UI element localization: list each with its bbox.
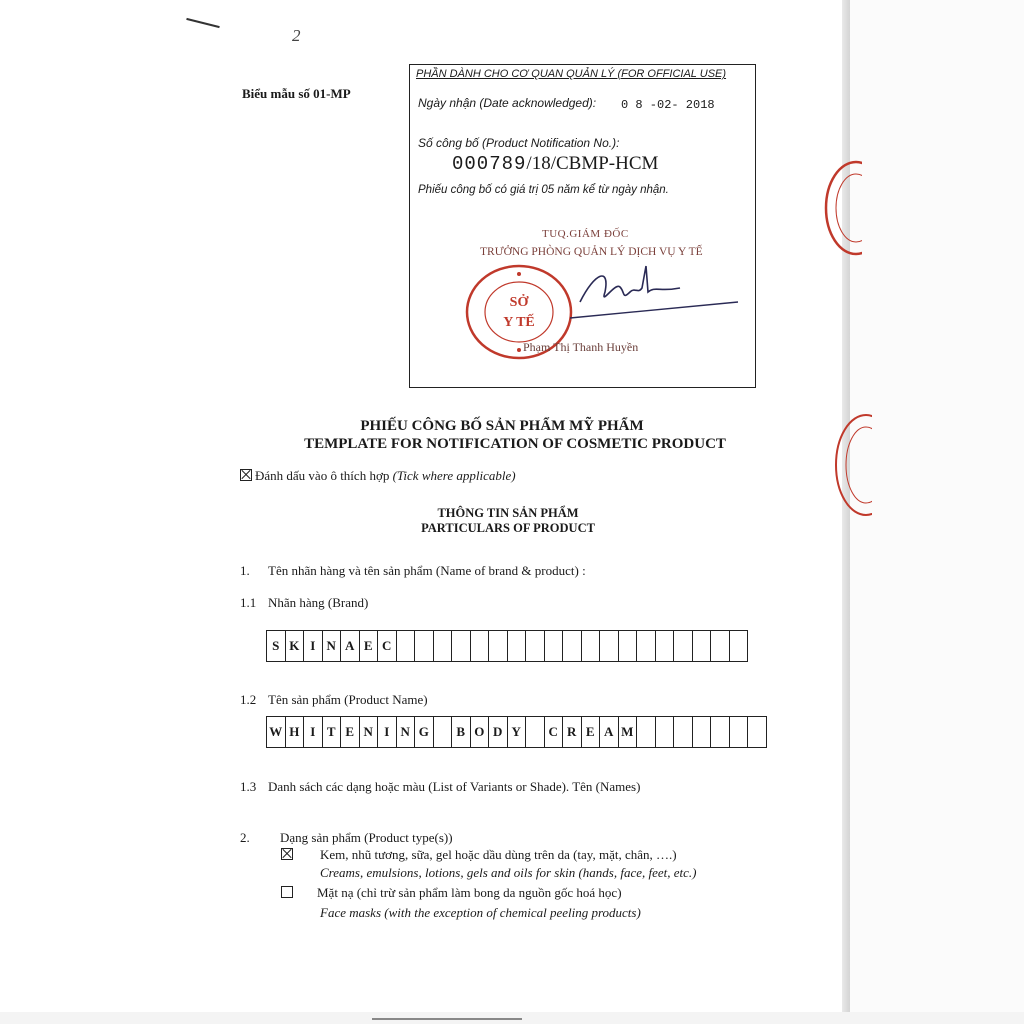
- letter-cell: [637, 716, 656, 748]
- letter-cell: [434, 716, 453, 748]
- form-code: Biểu mẫu số 01-MP: [242, 86, 351, 101]
- date-acknowledged-value: 0 8 -02- 2018: [621, 98, 715, 112]
- tick-instruction-vn: Đánh dấu vào ô thích hợp: [255, 468, 390, 483]
- letter-cell: M: [619, 716, 638, 748]
- letter-cell: [674, 630, 693, 662]
- section-heading-en: PARTICULARS OF PRODUCT: [421, 521, 595, 535]
- question-2: [240, 830, 453, 846]
- letter-cell: I: [304, 716, 323, 748]
- letter-cell: E: [360, 630, 379, 662]
- tick-instruction: [240, 468, 516, 484]
- letter-cell: N: [323, 630, 342, 662]
- question-number: 1.1: [240, 595, 257, 610]
- letter-cell: [730, 716, 749, 748]
- letter-cell: [711, 630, 730, 662]
- letter-cell: S: [267, 630, 286, 662]
- letter-cell: [730, 630, 749, 662]
- letter-cell: [489, 630, 508, 662]
- letter-cell: Y: [508, 716, 527, 748]
- letter-cell: W: [267, 716, 286, 748]
- validity-note: Phiếu công bố có giá trị 05 năm kể từ ngày nhận.: [418, 184, 669, 196]
- notification-number-suffix: /18/CBMP-HCM: [526, 153, 659, 174]
- letter-cell: O: [471, 716, 490, 748]
- letter-cell: I: [304, 630, 323, 662]
- question-1-3: [240, 779, 640, 795]
- letter-cell: D: [489, 716, 508, 748]
- letter-cell: [563, 630, 582, 662]
- letter-cell: [452, 630, 471, 662]
- letter-cell: [600, 630, 619, 662]
- letter-cell: [637, 630, 656, 662]
- letter-cell: [415, 630, 434, 662]
- question-text: Nhãn hàng (Brand): [268, 595, 369, 610]
- letter-cell: C: [545, 716, 564, 748]
- question-text: Tên nhãn hàng và tên sản phẩm (Name of brand & product) :: [268, 563, 586, 578]
- form-title-vn: PHIẾU CÔNG BỐ SẢN PHẨM MỸ PHẨM: [360, 418, 644, 434]
- letter-cell: [434, 630, 453, 662]
- signer-title-1: TUQ.GIÁM ĐỐC: [542, 228, 629, 240]
- brand-letter-grid: [266, 630, 748, 662]
- signer-name: Phạm Thị Thanh Huyền: [523, 340, 639, 354]
- question-text: Tên sản phẩm (Product Name): [268, 692, 428, 707]
- product-name-letter-grid: [266, 716, 767, 748]
- option-label-en: Creams, emulsions, lotions, gels and oils for skin (hands, face, feet, etc.): [320, 865, 697, 880]
- question-1: [240, 563, 586, 579]
- question-number: 1.3: [240, 779, 257, 794]
- letter-cell: [711, 716, 730, 748]
- letter-cell: [693, 630, 712, 662]
- letter-cell: [619, 630, 638, 662]
- question-number: 2.: [240, 830, 250, 845]
- option-label-en: Face masks (with the exception of chemical peeling products): [320, 905, 641, 920]
- letter-cell: A: [600, 716, 619, 748]
- question-number: 1.2: [240, 692, 257, 707]
- checked-box-icon: [240, 469, 252, 481]
- letter-cell: [674, 716, 693, 748]
- letter-cell: A: [341, 630, 360, 662]
- date-acknowledged-label: Ngày nhận (Date acknowledged):: [418, 96, 597, 110]
- question-number: 1.: [240, 563, 250, 578]
- signer-title-2: TRƯỞNG PHÒNG QUẢN LÝ DỊCH VỤ Y TẾ: [480, 246, 703, 258]
- letter-cell: C: [378, 630, 397, 662]
- letter-cell: N: [397, 716, 416, 748]
- tick-instruction-en: (Tick where applicable): [392, 468, 516, 483]
- letter-cell: [656, 716, 675, 748]
- notification-number-stamp: 000789: [452, 153, 527, 175]
- bottom-scribble: [372, 1018, 522, 1020]
- letter-cell: [526, 630, 545, 662]
- letter-cell: H: [286, 716, 305, 748]
- page-number: 2: [292, 26, 301, 45]
- letter-cell: I: [378, 716, 397, 748]
- checked-box-icon[interactable]: [281, 848, 293, 860]
- letter-cell: [748, 716, 767, 748]
- question-text: Dạng sản phẩm (Product type(s)): [280, 830, 453, 845]
- notification-number-value: [452, 153, 658, 175]
- pen-mark: [186, 18, 219, 28]
- letter-cell: R: [563, 716, 582, 748]
- letter-cell: K: [286, 630, 305, 662]
- letter-cell: [397, 630, 416, 662]
- question-1-1: [240, 595, 368, 611]
- letter-cell: [693, 716, 712, 748]
- letter-cell: N: [360, 716, 379, 748]
- letter-cell: T: [323, 716, 342, 748]
- product-type-option-creams[interactable]: [281, 847, 677, 863]
- seal-line-2: Y TẾ: [503, 315, 535, 330]
- letter-cell: [582, 630, 601, 662]
- notification-number-label: Số công bố (Product Notification No.):: [418, 136, 620, 150]
- letter-cell: [471, 630, 490, 662]
- adjacent-seal-icon: [822, 158, 862, 258]
- unchecked-box-icon[interactable]: [281, 886, 293, 898]
- signature-icon: [560, 262, 750, 342]
- letter-cell: E: [582, 716, 601, 748]
- question-text: Danh sách các dạng hoặc màu (List of Variants or Shade). Tên (Names): [268, 779, 641, 794]
- letter-cell: B: [452, 716, 471, 748]
- letter-cell: [545, 630, 564, 662]
- official-use-heading: PHẦN DÀNH CHO CƠ QUAN QUẢN LÝ (FOR OFFICIAL USE): [416, 68, 727, 80]
- option-label-vn: Kem, nhũ tương, sữa, gel hoặc dầu dùng trên da (tay, mặt, chân, ….): [320, 847, 677, 862]
- letter-cell: [508, 630, 527, 662]
- section-heading-vn: THÔNG TIN SẢN PHẨM: [437, 506, 579, 520]
- form-title-en: TEMPLATE FOR NOTIFICATION OF COSMETIC PRODUCT: [304, 436, 726, 452]
- letter-cell: [656, 630, 675, 662]
- seal-line-1: SỞ: [509, 295, 529, 310]
- letter-cell: [526, 716, 545, 748]
- letter-cell: E: [341, 716, 360, 748]
- question-1-2: [240, 692, 428, 708]
- product-type-option-face-masks[interactable]: [281, 885, 622, 901]
- option-label-vn: Mặt nạ (chỉ trừ sản phẩm làm bong da nguồn gốc hoá học): [317, 885, 622, 900]
- letter-cell: G: [415, 716, 434, 748]
